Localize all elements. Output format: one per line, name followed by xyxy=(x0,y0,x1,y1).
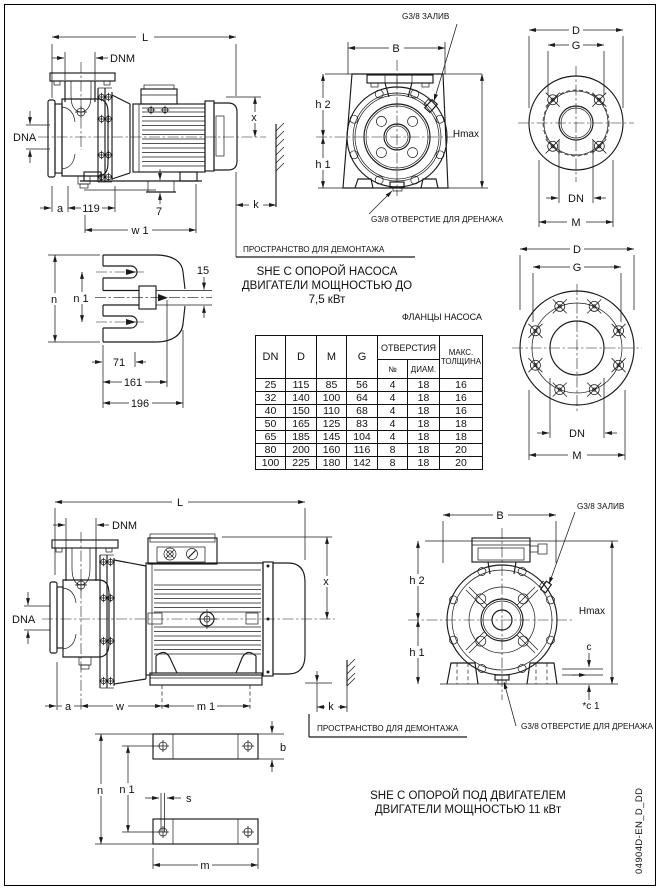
dismantling-space-label-bottom: ПРОСТРАНСТВО ДЛЯ ДЕМОНТАЖА xyxy=(317,724,459,733)
flange-table-cell: 18 xyxy=(440,431,483,444)
flange-table-cell: 160 xyxy=(317,444,347,457)
dim-label-n1: n 1 xyxy=(73,293,89,305)
dim-label-D8: D xyxy=(573,244,581,256)
flange-table-cell: 32 xyxy=(256,392,286,405)
flange-table-cell: 18 xyxy=(408,457,440,470)
caption-line: SHE С ОПОРОЙ ПОД ДВИГАТЕЛЕМ xyxy=(370,790,566,802)
dim-label-L: L xyxy=(141,32,149,44)
dim-label-h2: h 2 xyxy=(315,99,331,111)
flange-table-cell: 100 xyxy=(317,392,347,405)
dim-label-n: n xyxy=(50,294,58,306)
flange-table-cell: 20 xyxy=(440,444,483,457)
flange-table-cell: 4 xyxy=(378,418,408,431)
view-front-motor-support xyxy=(406,502,653,731)
dim-label-h2b: h 2 xyxy=(409,575,425,587)
flange-table-cell: 68 xyxy=(347,405,378,418)
flange-table-cell: 56 xyxy=(347,379,378,392)
col-header-holes: ОТВЕРСТИЯ xyxy=(378,336,440,360)
flange-table-cell: 185 xyxy=(286,431,317,444)
flange-table-cell: 125 xyxy=(317,418,347,431)
flange-table-cell: 50 xyxy=(256,418,286,431)
dim-label-G: G xyxy=(571,40,581,52)
fill-plug-label-bottom: G3/8 ЗАЛИВ xyxy=(577,502,625,511)
dim-label-L2: L xyxy=(176,497,184,509)
dim-label-DNA2: DNA xyxy=(12,614,36,626)
dim-label-M: M xyxy=(571,217,581,229)
dim-label-DNM2: DNM xyxy=(112,520,138,532)
drain-plug-label-top: G3/8 ОТВЕРСТИЕ ДЛЯ ДРЕНАЖА xyxy=(371,215,503,224)
flange-table-cell: 18 xyxy=(408,405,440,418)
flange-table-cell: 4 xyxy=(378,392,408,405)
dim-label-DNM: DNM xyxy=(110,53,136,65)
dim-label-m1: m 1 xyxy=(196,701,216,713)
flange-table-cell: 18 xyxy=(408,392,440,405)
view-side-motor-support xyxy=(12,496,467,737)
flange-table-cell: 4 xyxy=(378,379,408,392)
dim-label-h1b: h 1 xyxy=(409,647,425,659)
dim-label-DN: DN xyxy=(568,193,584,205)
document-code: 04904D-EN_D_DD xyxy=(634,787,645,874)
dim-label-w: w xyxy=(116,701,124,713)
dim-label-161: 161 xyxy=(123,377,143,389)
flange-table-row xyxy=(256,431,483,444)
fill-plug-label-top: G3/8 ЗАЛИВ xyxy=(402,12,450,21)
flange-table-cell: 116 xyxy=(347,444,378,457)
flange-table-cell: 25 xyxy=(256,379,286,392)
flange-table-cell: 4 xyxy=(378,431,408,444)
dim-label-a: a xyxy=(56,203,64,215)
flange-table-cell: 20 xyxy=(440,457,483,470)
flange-table-cell: 83 xyxy=(347,418,378,431)
caption-motor-support xyxy=(348,789,588,817)
dim-label-196: 196 xyxy=(130,398,150,410)
dim-label-h1: h 1 xyxy=(315,159,331,171)
dim-label-k2: k xyxy=(328,701,334,713)
view-base-pump-support xyxy=(46,255,212,410)
flange-table-body xyxy=(256,379,483,470)
flange-table-cell: 18 xyxy=(408,444,440,457)
caption-line: SHE С ОПОРОЙ НАСОСА xyxy=(256,266,398,278)
flange-table-cell: 64 xyxy=(347,392,378,405)
max-line2: ТОЛЩИНА xyxy=(440,357,482,366)
dim-label-a2: a xyxy=(64,701,72,713)
drain-plug-label-bottom: G3/8 ОТВЕРСТИЕ ДЛЯ ДРЕНАЖА xyxy=(521,722,653,731)
flange-table-cell: 8 xyxy=(378,444,408,457)
flange-table-cell: 165 xyxy=(286,418,317,431)
flange-table-cell: 100 xyxy=(256,457,286,470)
flange-table-cell: 145 xyxy=(317,431,347,444)
flange-table-cell: 142 xyxy=(347,457,378,470)
dim-label-7: 7 xyxy=(155,206,163,218)
dismantling-space-label-top: ПРОСТРАНСТВО ДЛЯ ДЕМОНТАЖА xyxy=(243,245,385,254)
dim-label-m: m xyxy=(200,860,210,872)
view-base-motor-support xyxy=(93,721,286,872)
dim-label-DN8: DN xyxy=(569,428,585,440)
dim-label-71: 71 xyxy=(112,357,126,369)
dim-label-k: k xyxy=(253,199,259,211)
flange-table-title: ФЛАНЦЫ НАСОСА xyxy=(402,312,482,322)
flange-table-cell: 4 xyxy=(378,405,408,418)
flange-table-cell: 16 xyxy=(440,379,483,392)
view-side-pump-support xyxy=(13,31,415,257)
flange-table-cell: 200 xyxy=(286,444,317,457)
flange-table-cell: 8 xyxy=(378,457,408,470)
flange-table-cell: 16 xyxy=(440,405,483,418)
dim-label-G8: G xyxy=(572,262,582,274)
flange-table-cell: 225 xyxy=(286,457,317,470)
terminal-box xyxy=(472,538,530,562)
flange-table-cell: 150 xyxy=(286,405,317,418)
flange-table-cell: 18 xyxy=(408,431,440,444)
view-flange-8hole xyxy=(512,243,642,462)
dim-label-c: c xyxy=(586,642,592,653)
max-line1: МАКС. xyxy=(448,348,474,357)
caption-pump-support xyxy=(227,265,427,307)
dim-label-x: x xyxy=(251,112,257,124)
dim-label-Hmax: Hmax xyxy=(452,129,479,140)
dim-label-119: 119 xyxy=(82,203,100,215)
dim-label-x2: x xyxy=(323,576,329,588)
dim-label-c1: *c 1 xyxy=(582,701,600,712)
view-flange-4hole xyxy=(518,24,634,229)
dim-label-s: s xyxy=(186,793,192,805)
flange-table-cell: 80 xyxy=(256,444,286,457)
view-front-pump-support xyxy=(313,12,503,224)
flange-table-row xyxy=(256,418,483,431)
flange-table-cell: 40 xyxy=(256,405,286,418)
flange-table-cell: 180 xyxy=(317,457,347,470)
caption-line: ДВИГАТЕЛИ МОЩНОСТЬЮ ДО xyxy=(241,280,413,292)
flange-table-cell: 104 xyxy=(347,431,378,444)
dim-label-w1: w 1 xyxy=(131,225,149,237)
caption-line: 7,5 кВт xyxy=(308,294,346,306)
col-header-d: D xyxy=(286,336,317,379)
dim-label-nb: n xyxy=(96,785,104,797)
col-header-holes-diam: ДИАМ. xyxy=(408,360,440,379)
flange-table-cell: 18 xyxy=(440,418,483,431)
flange-table-cell: 110 xyxy=(317,405,347,418)
dim-label-M8: M xyxy=(572,450,582,462)
flange-table-row xyxy=(256,379,483,392)
flange-table-cell: 85 xyxy=(317,379,347,392)
col-header-holes-no: № xyxy=(378,360,408,379)
col-header-m: M xyxy=(317,336,347,379)
caption-line: ДВИГАТЕЛИ МОЩНОСТЬЮ 11 кВт xyxy=(374,804,562,816)
flange-table-cell: 18 xyxy=(408,418,440,431)
dim-label-n1b: n 1 xyxy=(119,784,135,796)
flange-table-cell: 18 xyxy=(408,379,440,392)
dim-label-D: D xyxy=(572,25,580,37)
dim-label-B: B xyxy=(392,43,400,55)
flange-table-row xyxy=(256,444,483,457)
terminal-box xyxy=(141,89,177,104)
col-header-dn: DN xyxy=(256,336,286,379)
flange-table-cell: 115 xyxy=(286,379,317,392)
flange-table-row xyxy=(256,405,483,418)
flange-table-row xyxy=(256,392,483,405)
dim-label-15: 15 xyxy=(196,265,210,277)
dim-label-Hmax2: Hmax xyxy=(578,606,605,617)
flange-table-cell: 65 xyxy=(256,431,286,444)
flange-table-cell: 140 xyxy=(286,392,317,405)
flange-table-row xyxy=(256,457,483,470)
col-header-max-thickness xyxy=(440,336,483,379)
dim-label-DNA: DNA xyxy=(13,132,37,144)
dim-label-b: b xyxy=(280,742,287,754)
flange-table xyxy=(255,335,483,470)
flange-table-cell: 16 xyxy=(440,392,483,405)
col-header-g: G xyxy=(347,336,378,379)
dim-label-B2: B xyxy=(496,510,504,522)
